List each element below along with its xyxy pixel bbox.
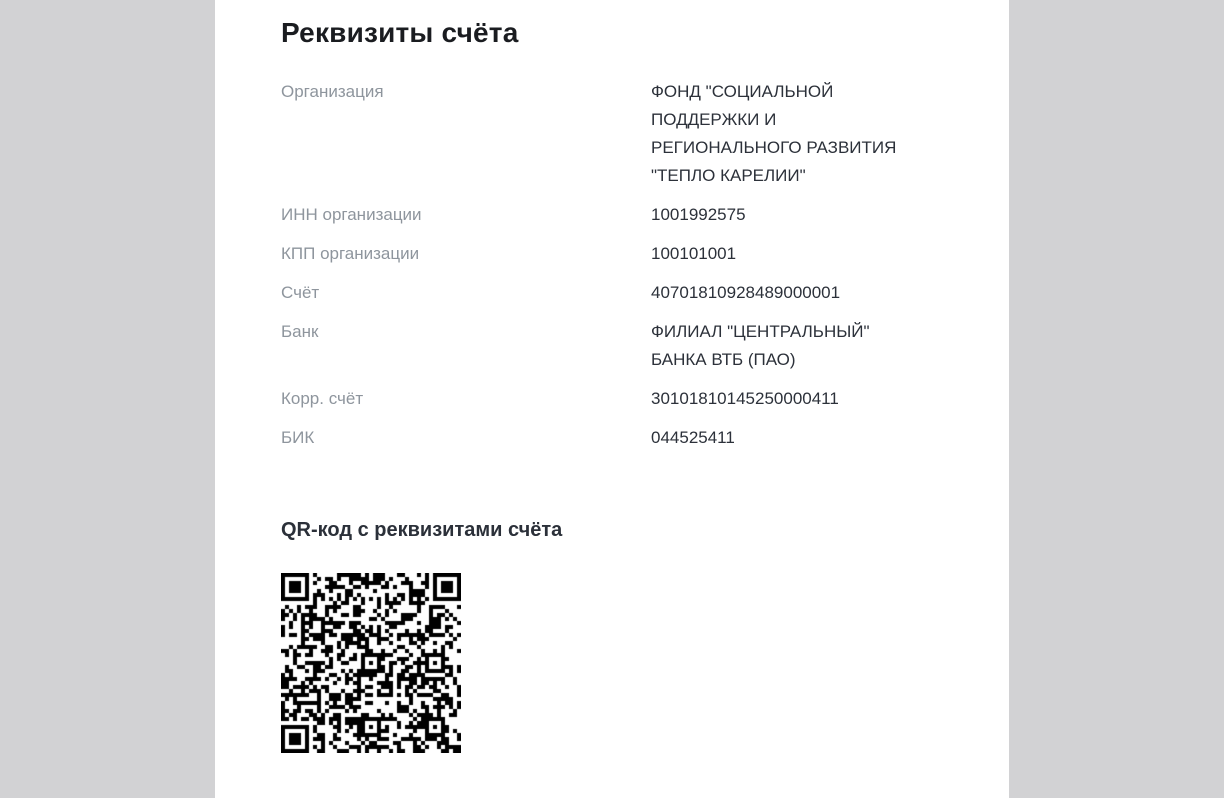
detail-value: ФОНД "СОЦИАЛЬНОЙ ПОДДЕРЖКИ И РЕГИОНАЛЬНОГО РАЗВИТИЯ "ТЕПЛО КАРЕЛИИ": [651, 82, 897, 185]
detail-row-inn: [281, 201, 969, 229]
detail-value: 1001992575: [651, 205, 746, 224]
detail-value: ФИЛИАЛ "ЦЕНТРАЛЬНЫЙ" БАНКА ВТБ (ПАО): [651, 322, 870, 369]
detail-label: Банк: [281, 322, 319, 341]
detail-row-kpp: [281, 240, 969, 268]
detail-label: Корр. счёт: [281, 389, 364, 408]
detail-row-organization: [281, 78, 969, 190]
detail-label: Организация: [281, 82, 384, 101]
detail-label: Счёт: [281, 283, 320, 302]
detail-value: 30101810145250000411: [651, 389, 839, 408]
detail-value: 40701810928489000001: [651, 283, 841, 302]
card-content: [215, 0, 1009, 753]
detail-row-account: [281, 279, 969, 307]
detail-row-corr-account: [281, 385, 969, 413]
detail-row-bik: [281, 424, 969, 452]
detail-value: 044525411: [651, 428, 735, 447]
qr-code-icon: [281, 573, 461, 753]
account-details-card: [215, 0, 1009, 798]
detail-label: ИНН организации: [281, 205, 422, 224]
detail-value: 100101001: [651, 244, 737, 263]
page-title: Реквизиты счёта: [281, 17, 519, 48]
detail-label: КПП организации: [281, 244, 420, 263]
details-list: [281, 78, 969, 452]
detail-row-bank: [281, 318, 969, 374]
detail-label: БИК: [281, 428, 315, 447]
qr-section-title: QR-код с реквизитами счёта: [281, 519, 563, 541]
